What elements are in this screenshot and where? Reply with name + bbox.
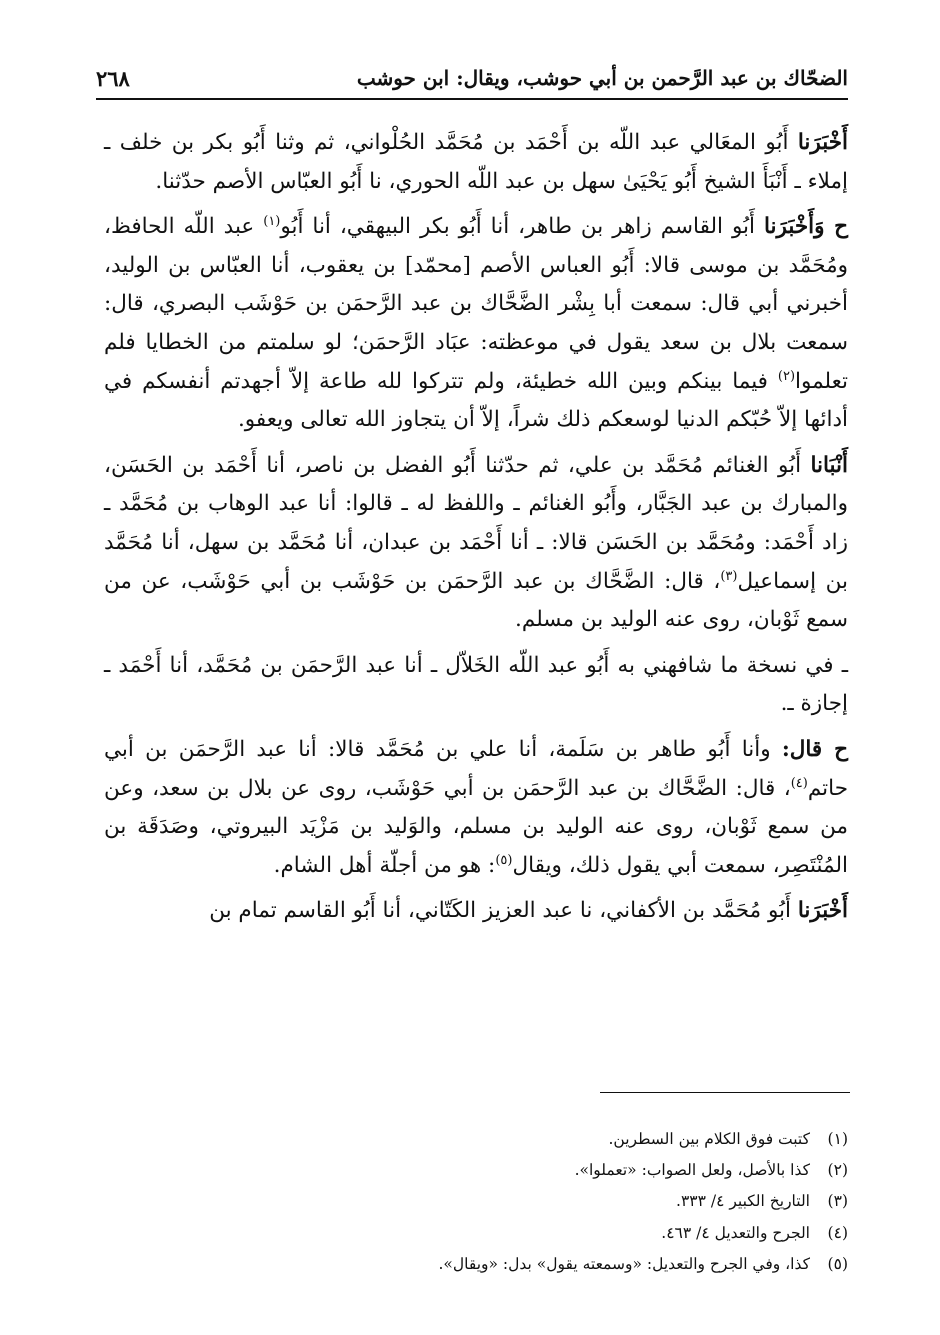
paragraph-keyword: أَنْبَانا (810, 452, 848, 478)
footnote-text: كتبت فوق الكلام بين السطرين. (608, 1130, 810, 1148)
footnote-ref-4[interactable]: (٤) (790, 775, 808, 791)
page-number: ٢٦٨ (96, 65, 130, 91)
paragraph-text: ، قال: الضَّحَّاك بن عبد الرَّحمَن بن أبي حَوْشَب، روى عن بلال بن سعد، وعن من سمع ثَوْبان، روى عنه الوليد بن مسلم، والوَليد بن مَزْيَد البيروتي، وصَدَقَة بن المُنْتَصِر، سمعت أبي يقول ذلك، ويقال (104, 775, 848, 878)
paragraph-keyword: أَخْبَرَنا (797, 898, 848, 924)
footnote-2 (160, 1155, 848, 1186)
footnote-text: الجرح والتعديل ٤/ ٤٦٣. (661, 1223, 810, 1242)
paragraph-text: أَبُو الغنائم مُحَمَّد بن علي، ثم حدّثنا أَبُو الفضل بن ناصر، أنا أَحْمَد بن الحَسَن، والمبارك بن عبد الجَبَّار، وأَبُو الغنائم ـ واللفظ له ـ قالوا: أنا عبد الوهاب بن مُحَمَّد ـ زاد أَحْمَد: ومُحَمَّد بن الحَسَن قالا: ـ أنا أَحْمَد بن عبدان، أنا مُحَمَّد بن سهل، أنا مُحَمَّد بن إسماعيل (104, 452, 848, 594)
footnote-5 (160, 1249, 848, 1280)
running-title: الضحّاك بن عبد الرَّحمن بن أبي حوشب، ويقال: ابن حوشب (356, 66, 848, 90)
paragraph-text: وأنا أَبُو طاهر بن سَلَمة، أنا علي بن مُحَمَّد قالا: أنا عبد الرَّحمَن بن أبي حاتم (104, 736, 848, 801)
paragraph-text: فيما بينكم وبين الله خطيئة، ولم تتركوا لله طاعة إلاّ أجهدتم أنفسكم في أدائها إلاّ حُبّكم الدنيا لوسعكم ذلك شراً، إلاّ أن يتجاوز الله تعالى ويعفو. (104, 368, 848, 433)
paragraph-2 (104, 208, 848, 440)
footnotes (160, 1124, 848, 1280)
footnote-number: (٣) (827, 1192, 848, 1211)
paragraph-keyword: ح قال: (781, 736, 848, 762)
paragraph-1 (104, 124, 848, 201)
footnote-1 (160, 1124, 848, 1155)
paragraph-text: : هو من أجلّة أهل الشام. (273, 852, 496, 878)
footnote-number: (١) (827, 1130, 848, 1148)
footnote-ref-5[interactable]: (٥) (495, 852, 513, 868)
running-header (96, 58, 848, 100)
paragraph-text: أَبُو المعَالي عبد اللّه بن أَحْمَد بن مُحَمَّد الحُلْواني، ثم وثنا أَبُو بكر بن خلف ـ إملاء ـ أَنْبَأَ الشيخ أَبُو يَحْيَىٰ سهل بن عبد اللّه الحوري، نا أَبُو العبّاس الأصم حدّثنا. (104, 130, 848, 194)
footnote-4 (160, 1218, 848, 1249)
footnote-3 (160, 1186, 848, 1217)
paragraph-5 (104, 731, 848, 885)
footnote-number: (٤) (827, 1223, 848, 1242)
paragraph-keyword: ح وَأَخْبَرَنا (763, 214, 849, 240)
paragraph-text: عبد اللّه الحافظ، ومُحَمَّد بن موسى قالا: أَبُو العباس الأصم [محمّد] بن يعقوب، أنا العبّاس بن الوليد، أخبرني أبي قال: سمعت أبا بِشْر الضَّحَّاك بن عبد الرَّحمَن بن حَوْشَب البصري، قال: سمعت بلال بن سعد يقول في موعظته: عبَاد الرَّحمَن؛ لو سلمتم من الخطايا فلم تعلموا (104, 214, 848, 394)
footnote-text: التاريخ الكبير ٤/ ٣٣٣. (676, 1192, 810, 1211)
footnote-number: (٥) (827, 1254, 848, 1273)
footnote-ref-2[interactable]: (٢) (777, 368, 796, 384)
footnote-ref-1[interactable]: (١) (263, 214, 281, 230)
footnote-text: كذا، وفي الجرح والتعديل: «وسمعته يقول» بدل: «ويقال». (438, 1254, 810, 1273)
paragraph-6 (104, 892, 848, 931)
paragraph-keyword: أَخْبَرَنا (797, 130, 848, 155)
paragraph-text: أَبُو القاسم زاهر بن طاهر، أنا أَبُو بكر البيهقي، أنا أَبُو (280, 214, 764, 240)
paragraph-4 (104, 647, 848, 724)
paragraph-3 (104, 447, 848, 640)
footnote-divider (600, 1092, 850, 1093)
paragraph-text: ، قال: الضَّحَّاك بن عبد الرَّحمَن بن حَوْشَب بن أبي حَوْشَب، عن من سمع ثَوْبان، روى عنه الوليد بن مسلم. (104, 568, 848, 633)
footnote-ref-3[interactable]: (٣) (720, 568, 738, 584)
paragraph-text: أَبُو مُحَمَّد بن الأكفاني، نا عبد العزيز الكَتّاني، أنا أَبُو القاسم تمام بن (209, 898, 798, 924)
paragraph-text: ـ في نسخة ما شافهني به أَبُو عبد اللّه الخَلاّل ـ أنا عبد الرَّحمَن بن مُحَمَّد، أنا أَحْمَد ـ إجازة ـ. (104, 652, 848, 717)
footnote-number: (٢) (827, 1161, 848, 1180)
footnote-text: كذا بالأصل، ولعل الصواب: «تعملوا». (574, 1161, 810, 1180)
main-text (104, 124, 848, 931)
